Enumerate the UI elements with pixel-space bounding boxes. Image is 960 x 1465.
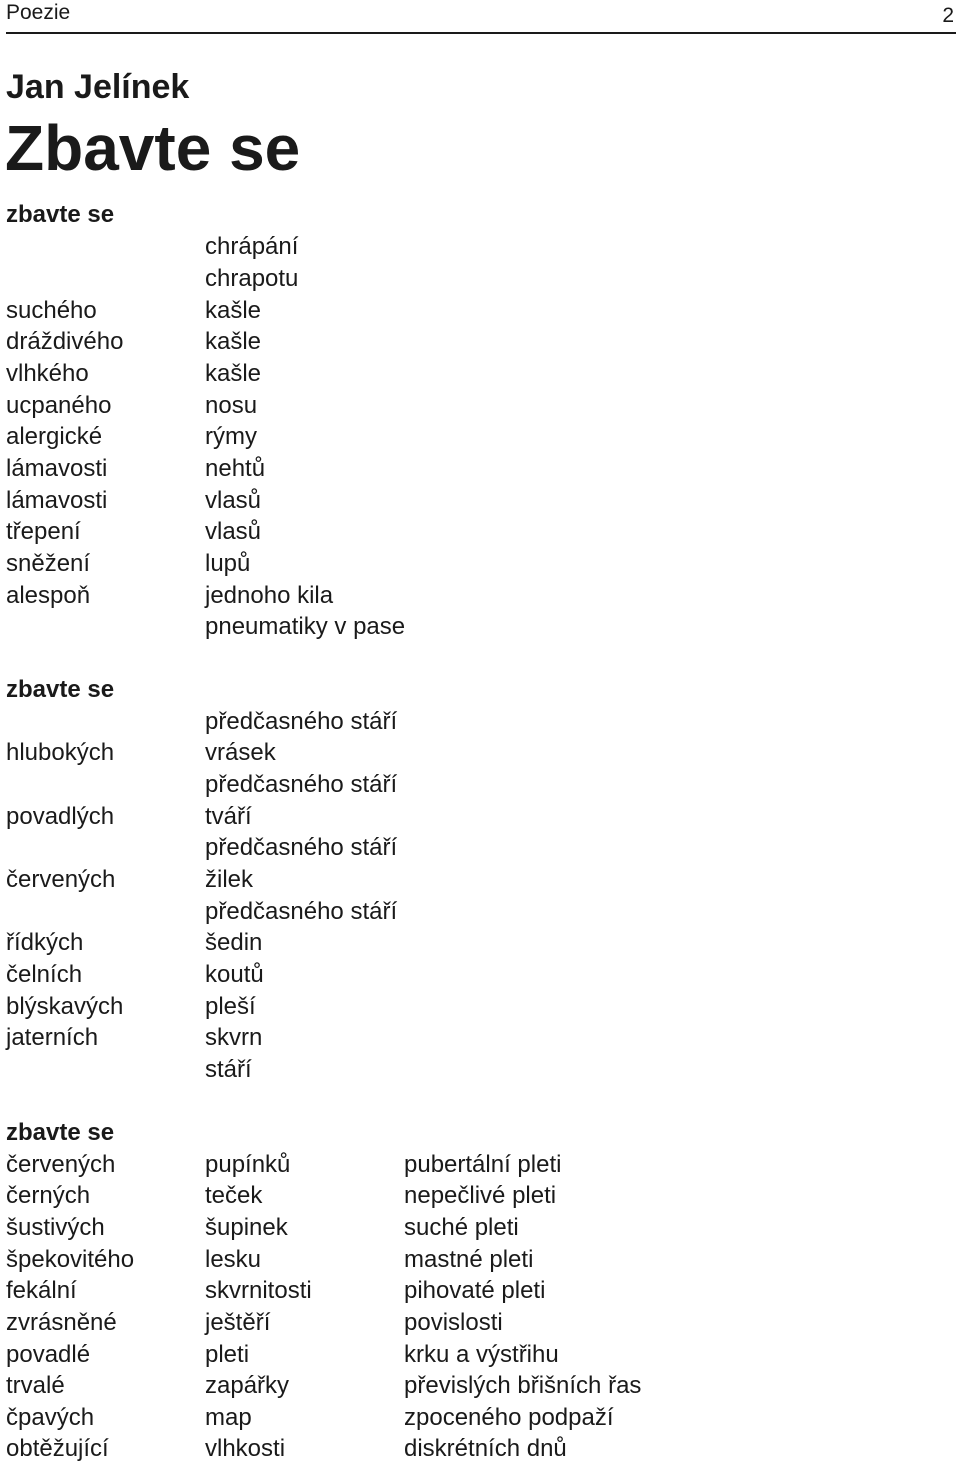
- stanza-1-col2-line: vlasů: [205, 487, 262, 514]
- stanza-1-col2-line: chrápání: [205, 233, 299, 260]
- stanza-2-col1-line: čelních: [6, 961, 83, 988]
- stanza-2-col2-line: žilek: [205, 866, 254, 893]
- stanza-1-col1-line: třepení: [6, 518, 81, 545]
- stanza-3-col2-line: teček: [205, 1182, 263, 1209]
- stanza-1-col1-line: lámavosti: [6, 487, 108, 514]
- stanza-2-col1-line: blýskavých: [6, 993, 124, 1020]
- stanza-1-col1-line: alergické: [6, 423, 103, 450]
- stanza-1-col2-line: nehtů: [205, 455, 266, 482]
- stanza-2-col1-line: hlubokých: [6, 739, 115, 766]
- stanza-1-col1-line: vlhkého: [6, 360, 89, 387]
- stanza-1-col2-line: chrapotu: [205, 265, 299, 292]
- stanza-1-col2-line: kašle: [205, 360, 262, 387]
- stanza-1-col2-line: lupů: [205, 550, 251, 577]
- stanza-3-col3-line: nepečlivé pleti: [404, 1182, 557, 1209]
- poem-author: Jan Jelínek: [6, 68, 190, 106]
- stanza-2-col2-line: skvrn: [205, 1024, 263, 1051]
- page-header: [6, 0, 956, 34]
- stanza-3-col2-line: map: [205, 1404, 252, 1431]
- stanza-1-col2-line: vlasů: [205, 518, 262, 545]
- stanza-1-col1-line: sněžení: [6, 550, 91, 577]
- stanza-3-col3-line: zpoceného podpaží: [404, 1404, 614, 1431]
- page-number: 2: [942, 4, 954, 27]
- stanza-3-col1-line: obtěžující: [6, 1435, 109, 1462]
- stanza-3-col3-line: pubertální pleti: [404, 1151, 562, 1178]
- stanza-1-col1-line: alespoň: [6, 582, 91, 609]
- stanza-2-col2-line: předčasného stáří: [205, 771, 398, 798]
- stanza-3-col3-line: suché pleti: [404, 1214, 519, 1241]
- stanza-3-col2-line: pleti: [205, 1341, 250, 1368]
- stanza-1-col2-line: kašle: [205, 328, 262, 355]
- stanza-2-col1-line: jaterních: [6, 1024, 99, 1051]
- stanza-2-col2-line: vrásek: [205, 739, 276, 766]
- stanza-3-col3-line: diskrétních dnů: [404, 1435, 567, 1462]
- stanza-1-col1-line: suchého: [6, 297, 97, 324]
- stanza-2-col1-line: povadlých: [6, 803, 115, 830]
- stanza-3-col1-line: povadlé: [6, 1341, 91, 1368]
- stanza-2-col2-line: šedin: [205, 929, 263, 956]
- running-title: Poezie: [6, 1, 71, 24]
- stanza-3-heading: zbavte se: [6, 1119, 115, 1146]
- stanza-3-col1-line: černých: [6, 1182, 91, 1209]
- stanza-1-col2-line: nosu: [205, 392, 258, 419]
- stanza-1-heading: zbavte se: [6, 201, 115, 228]
- stanza-1-col2-line: rýmy: [205, 423, 257, 450]
- stanza-3-col3-line: krku a výstřihu: [404, 1341, 559, 1368]
- stanza-3-col3-line: povislosti: [404, 1309, 503, 1336]
- stanza-2-col2-line: předčasného stáří: [205, 708, 398, 735]
- stanza-3-col2-line: zapářky: [205, 1372, 290, 1399]
- stanza-1-col1-line: ucpaného: [6, 392, 112, 419]
- stanza-3-col1-line: šustivých: [6, 1214, 105, 1241]
- stanza-2-heading: zbavte se: [6, 676, 115, 703]
- stanza-3-col1-line: červených: [6, 1151, 116, 1178]
- stanza-2-col1-line: řídkých: [6, 929, 84, 956]
- stanza-3-col3-line: převislých břišních řas: [404, 1372, 642, 1399]
- stanza-3-col3-line: mastné pleti: [404, 1246, 534, 1273]
- stanza-3-col2-line: šupinek: [205, 1214, 288, 1241]
- stanza-2-col2-line: pleší: [205, 993, 256, 1020]
- stanza-1-col1-line: lámavosti: [6, 455, 108, 482]
- stanza-2-col2-line: předčasného stáří: [205, 834, 398, 861]
- stanza-3-col1-line: zvrásněné: [6, 1309, 117, 1336]
- stanza-3-col2-line: skvrnitosti: [205, 1277, 312, 1304]
- stanza-1-col1-line: dráždivého: [6, 328, 124, 355]
- poem-title: Zbavte se: [5, 112, 301, 184]
- stanza-2-col2-line: tváří: [205, 803, 252, 830]
- stanza-3-col2-line: ještěří: [205, 1309, 271, 1336]
- stanza-2-col2-line: koutů: [205, 961, 264, 988]
- stanza-1-col2-line: jednoho kila: [205, 582, 334, 609]
- stanza-2-col2-line: předčasného stáří: [205, 898, 398, 925]
- stanza-3-col3-line: pihovaté pleti: [404, 1277, 546, 1304]
- stanza-3-col1-line: špekovitého: [6, 1246, 135, 1273]
- stanza-3-col2-line: pupínků: [205, 1151, 291, 1178]
- stanza-3-col1-line: fekální: [6, 1277, 77, 1304]
- stanza-2-col1-line: červených: [6, 866, 116, 893]
- stanza-3-col1-line: trvalé: [6, 1372, 65, 1399]
- stanza-3-col2-line: lesku: [205, 1246, 262, 1273]
- stanza-1-col2-line: kašle: [205, 297, 262, 324]
- stanza-3-col2-line: vlhkosti: [205, 1435, 286, 1462]
- stanza-3-col1-line: čpavých: [6, 1404, 95, 1431]
- stanza-2-col2-line: stáří: [205, 1056, 252, 1083]
- stanza-1-col2-line: pneumatiky v pase: [205, 613, 406, 640]
